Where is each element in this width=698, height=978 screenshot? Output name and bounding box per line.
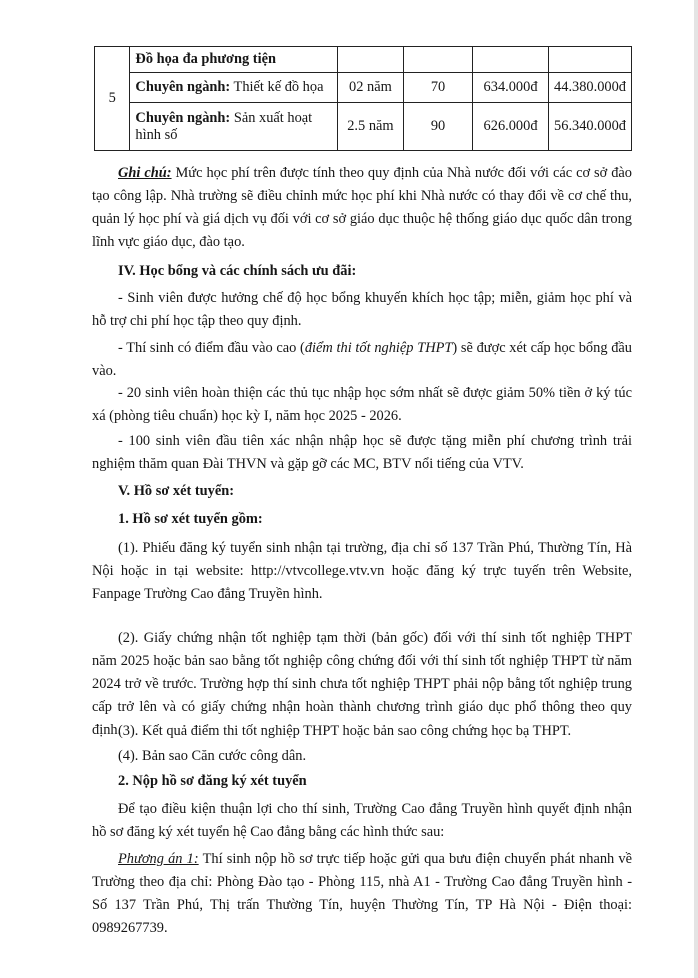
table-cell-duration: 02 năm (337, 73, 403, 103)
table-cell (337, 47, 403, 73)
table-cell-major (130, 103, 337, 151)
table-cell (473, 47, 549, 73)
section-4-paragraph-1: - Sinh viên được hưởng chế độ học bổng khuyến khích học tập; miễn, giảm học phí và hỗ trợ chi phí học tập theo quy định. (92, 290, 632, 329)
section-4-title: IV. Học bổng và các chính sách ưu đãi: (118, 263, 357, 279)
submission-paragraph: Để tạo điều kiện thuận lợi cho thí sinh, Trường Cao đẳng Truyền hình quyết định nhận hồ sơ đăng ký xét tuyển hệ Cao đẳng bằng các hình thức sau: (92, 801, 632, 840)
option-1-paragraph (92, 848, 632, 940)
major-name: Sản xuất hoạt hình số (135, 109, 313, 143)
table-cell-total: 44.380.000đ (549, 73, 632, 103)
requirement-4: (4). Bản sao Căn cước công dân. (118, 748, 307, 764)
section-4-paragraph-3: - 20 sinh viên hoàn thiện các thủ tục nhập học sớm nhất sẽ được giảm 50% tiền ở ký túc xá (phòng tiêu chuẩn) học kỳ I, năm học 2025 - 2026. (92, 385, 632, 424)
table-cell-group: Đồ họa đa phương tiện (130, 47, 337, 73)
note-label: Ghi chú: (118, 165, 172, 181)
requirement-3: (3). Kết quả điểm thi tốt nghiệp THPT hoặc bản sao công chứng học bạ THPT. (118, 723, 572, 739)
major-prefix: Chuyên ngành: (135, 109, 231, 126)
requirement-2: (2). Giấy chứng nhận tốt nghiệp tạm thời (bản gốc) đối với thí sinh tốt nghiệp THPT năm 2025 hoặc bản sao bằng tốt nghiệp công chứng đối với thí sinh tốt nghiệp THPT từ năm 2024 trở về trước. Trường hợp thí sinh chưa tốt nghiệp THPT phải nộp bằng tốt nghiệp trung cấp trở lên và có giấy chứng nhận hoàn thành chương trình giáo dục phổ thông theo quy định. (92, 630, 632, 738)
p2-emphasis: điểm thi tốt nghiệp THPT (304, 340, 453, 356)
table-cell-count: 90 (404, 103, 473, 151)
major-name: Thiết kế đồ họa (233, 79, 324, 95)
p2-end: ) sẽ được xét cấp học bổng đầu vào. (92, 340, 632, 379)
table-cell-major (130, 73, 337, 103)
scan-edge-shadow (694, 0, 698, 978)
table-row (95, 103, 632, 151)
table-row (95, 73, 632, 103)
table-row (95, 47, 632, 73)
table-cell-stt: 5 (95, 47, 130, 151)
note-text: Mức học phí trên được tính theo quy định của Nhà nước đối với các cơ sở đào tạo công lập. Nhà trường sẽ điều chỉnh mức học phí khi Nhà nước có thay đổi về cơ chế thu, quản lý học phí và giá dịch vụ đối với cơ sở giáo dục thuộc hệ thống giáo dục quốc dân trong lĩnh vực giáo dục, đào tạo. (92, 165, 632, 250)
table-cell-total: 56.340.000đ (549, 103, 632, 151)
section-4-paragraph-4: - 100 sinh viên đầu tiên xác nhận nhập học sẽ được tặng miễn phí chương trình trải nghiệm thăm quan Đài THVN và gặp gỡ các MC, BTV nổi tiếng của VTV. (92, 433, 632, 472)
section-5-title: V. Hồ sơ xét tuyển: (118, 483, 235, 499)
table-cell-duration: 2.5 năm (337, 103, 403, 151)
p2-start: - Thí sinh có điểm đầu vào cao ( (118, 340, 305, 356)
tuition-table (94, 46, 632, 151)
table-cell (404, 47, 473, 73)
section-5-subheading-1: 1. Hồ sơ xét tuyển gồm: (118, 511, 263, 527)
option-1-label: Phương án 1: (118, 851, 199, 867)
table-cell-fee: 634.000đ (473, 73, 549, 103)
table-cell (549, 47, 632, 73)
note-paragraph (92, 162, 632, 254)
major-prefix: Chuyên ngành: (135, 79, 231, 95)
table-cell-count: 70 (404, 73, 473, 103)
section-4-paragraph-2 (92, 337, 632, 383)
requirement-1: (1). Phiếu đăng ký tuyển sinh nhận tại trường, địa chỉ số 137 Trần Phú, Thường Tín, Hà Nội hoặc in tại website: http://vtvcollege.vtv.vn hoặc đăng ký trực tuyến trên Website, Fanpage Trường Cao đẳng Truyền hình. (92, 540, 632, 602)
table-cell-fee: 626.000đ (473, 103, 549, 151)
section-5-subheading-2: 2. Nộp hồ sơ đăng ký xét tuyển (118, 773, 307, 789)
option-1-text: Thí sinh nộp hồ sơ trực tiếp hoặc gửi qua bưu điện chuyển phát nhanh về Trường theo địa chỉ: Phòng Đào tạo - Phòng 115, nhà A1 - Trường Cao đẳng Truyền hình - Số 137 Trần Phú, Thị trấn Thường Tín, huyện Thường Tín, TP Hà Nội - Điện thoại: 0989267739. (92, 851, 632, 936)
